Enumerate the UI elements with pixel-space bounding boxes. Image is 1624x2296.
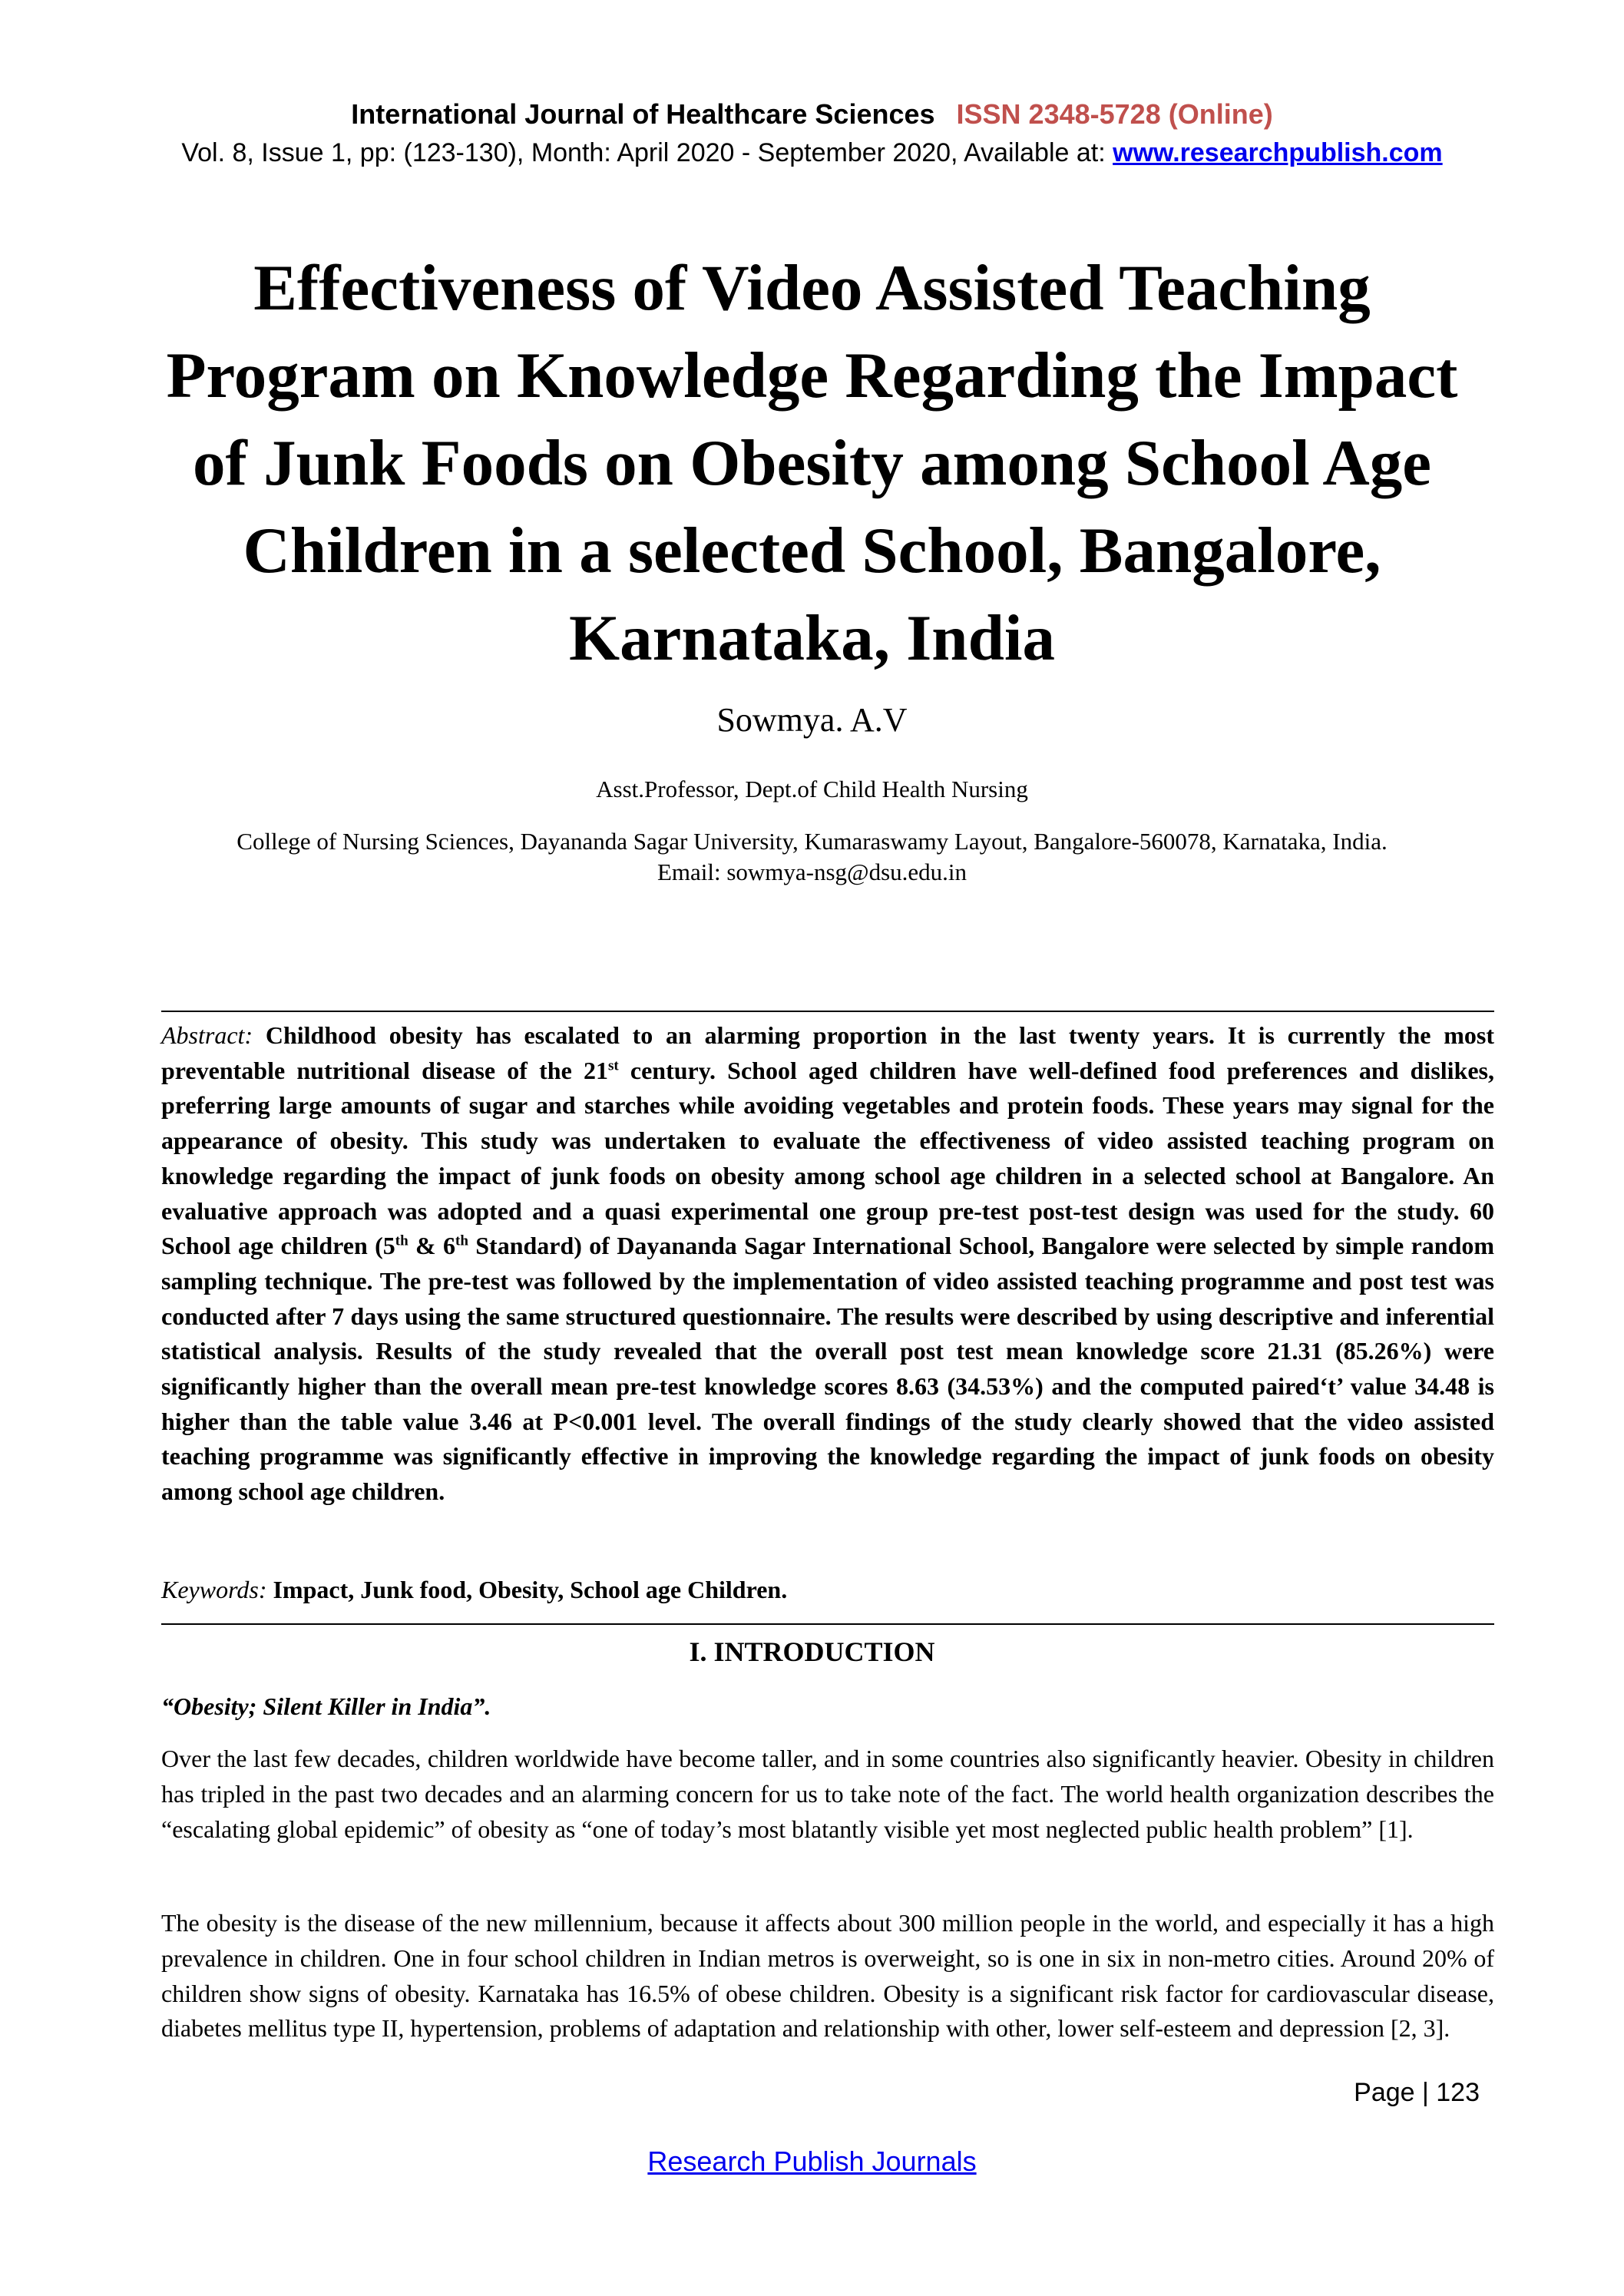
- footer: [0, 2145, 1624, 2178]
- abstract-text: Standard) of Dayananda Sagar International School, Bangalore were selected by simple random sampling technique. The pre-test was followed by the implementation of video assisted teaching programme and post test was conducted after 7 days using the same structured questionnaire. The results were described by using descriptive and inferential statistical analysis. Results of the study revealed that the overall post test mean knowledge score 21.31 (85.26%) were significantly higher than the overall mean pre-test knowledge scores 8.63 (34.53%) and the computed paired‘t’ value 34.48 is higher than the table value 3.46 at P<0.001 level. The overall findings of the study clearly showed that the video assisted teaching programme was significantly effective in improving the knowledge regarding the impact of junk foods on obesity among school age children.: [161, 1232, 1495, 1506]
- abstract-text: Childhood obesity has escalated to an alarming proportion in the last twenty years. It is currently the most preventable nutritional disease of the 21: [161, 1021, 1494, 1084]
- publisher-link[interactable]: Research Publish Journals: [647, 2145, 977, 2177]
- title-line: Effectiveness of Video Assisted Teaching: [253, 252, 1371, 324]
- issn: ISSN 2348-5728 (Online): [956, 98, 1273, 130]
- abstract-text: & 6: [408, 1232, 456, 1260]
- keywords: [161, 1573, 1494, 1607]
- section-heading-introduction: I. INTRODUCTION: [689, 1636, 935, 1667]
- superscript: th: [455, 1232, 468, 1249]
- abstract-text: century. School aged children have well-defined food preferences and dislikes, preferring large amounts of sugar and starches while avoiding vegetables and protein foods. These years may signal for the appearance of obesity. This study was undertaken to evaluate the effectiveness of video assisted teaching program on knowledge regarding the impact of junk foods on obesity among school age children in a selected school at Bangalore. An evaluative approach was adopted and a quasi experimental one group pre-test post-test design was used for the study. 60 School age children (5: [161, 1056, 1495, 1260]
- abstract-top-rule: [161, 1011, 1494, 1012]
- author-position: Asst.Professor, Dept.of Child Health Nursing: [596, 776, 1028, 802]
- intro-paragraph-1: Over the last few decades, children worldwide have become taller, and in some countries also significantly heavier. Obesity in children has tripled in the past two decades and an alarming concern for us to take note of the fact. The world health organization describes the “escalating global epidemic” of obesity as “one of today’s most blatantly visible yet most neglected public health problem” [1].: [161, 1745, 1494, 1843]
- intro-quote: “Obesity; Silent Killer in India”.: [161, 1692, 491, 1720]
- title-line: Children in a selected School, Bangalore,: [243, 514, 1381, 587]
- journal-name: International Journal of Healthcare Sciences: [351, 98, 935, 130]
- abstract-bottom-rule: [161, 1623, 1494, 1625]
- keywords-text: Impact, Junk food, Obesity, School age Children.: [266, 1576, 788, 1603]
- abstract: [161, 1018, 1494, 1510]
- title-line: Program on Knowledge Regarding the Impact: [166, 339, 1458, 412]
- author-name: Sowmya. A.V: [716, 701, 908, 739]
- keywords-label: Keywords:: [161, 1576, 267, 1603]
- page-number: Page | 123: [1354, 2078, 1480, 2107]
- superscript: th: [395, 1232, 408, 1249]
- superscript: st: [607, 1057, 619, 1074]
- abstract-label: Abstract:: [161, 1021, 253, 1049]
- website-link[interactable]: www.researchpublish.com: [1113, 138, 1443, 167]
- paper-title: [154, 244, 1470, 682]
- title-line: of Junk Foods on Obesity among School Age: [193, 427, 1431, 499]
- title-line: Karnataka, India: [569, 602, 1055, 674]
- author-email: Email: sowmya-nsg@dsu.edu.in: [657, 859, 967, 885]
- author-institution: College of Nursing Sciences, Dayananda Sagar University, Kumaraswamy Layout, Bangalore-560078, Karnataka, India.: [236, 828, 1388, 855]
- intro-paragraph-2: The obesity is the disease of the new millennium, because it affects about 300 million people in the world, and especially it has a high prevalence in children. One in four school children in Indian metros is overweight, so is one in six in non-metro cities. Around 20% of children show signs of obesity. Karnataka has 16.5% of obese children. Obesity is a significant risk factor for cardiovascular disease, diabetes mellitus type II, hypertension, problems of adaptation and relationship with other, lower self-esteem and depression [2, 3].: [161, 1909, 1494, 2043]
- volume-line: [0, 138, 1624, 168]
- volume-info: Vol. 8, Issue 1, pp: (123-130), Month: April 2020 - September 2020, Available at:: [181, 138, 1113, 167]
- journal-header: [0, 98, 1624, 131]
